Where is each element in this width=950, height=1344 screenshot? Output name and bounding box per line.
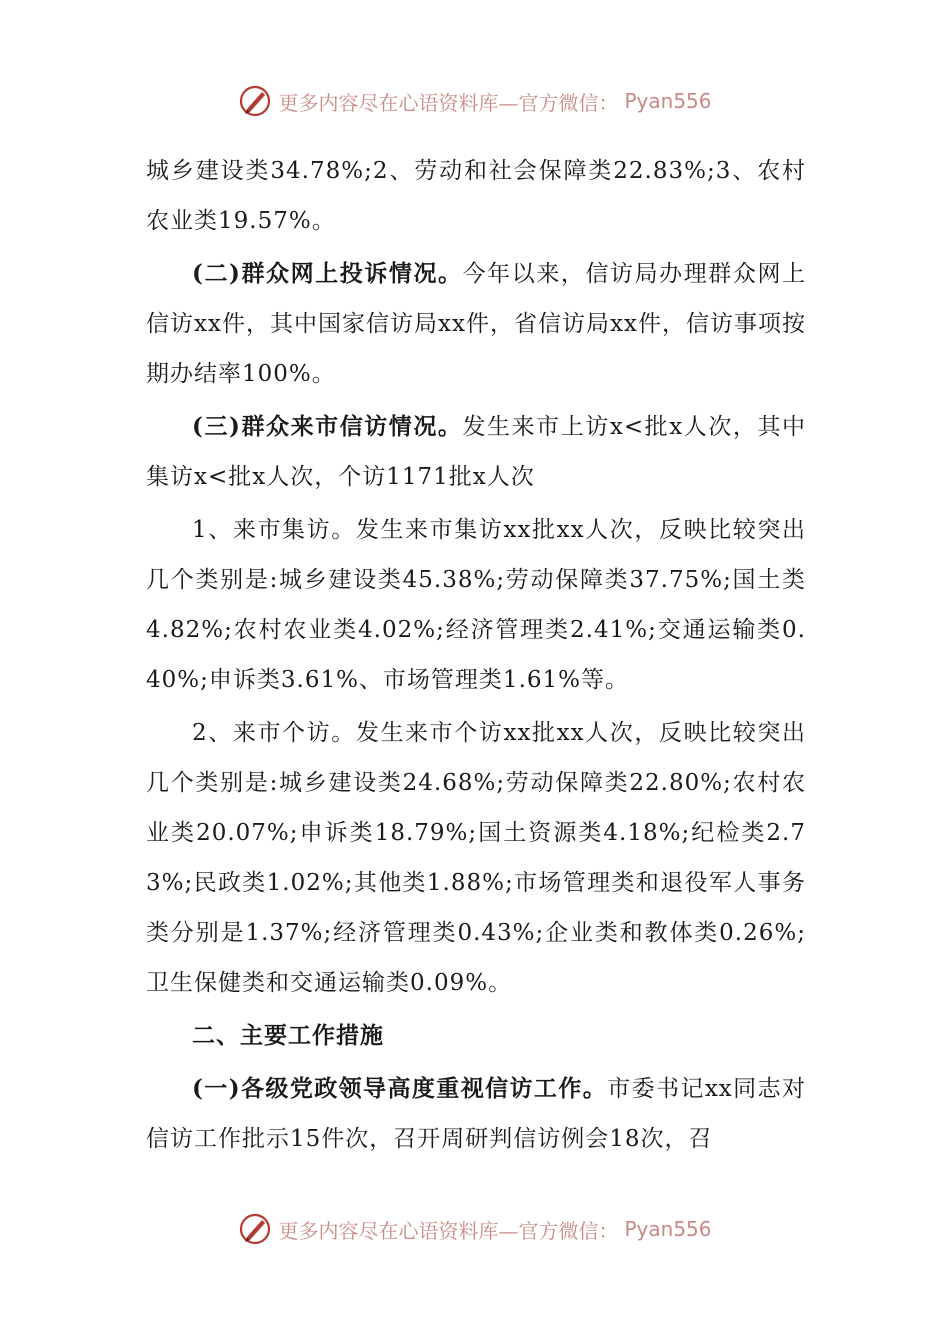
paragraph-4: 1、来市集访。发生来市集访xx批xx人次，反映比较突出几个类别是:城乡建设类45.38%;劳动保障类37.75%;国土类4.82%;农村农业类4.02%;经济管理类2.41%;交通运输类0.40%;申诉类3.61%、市场管理类1.61%等。 xyxy=(146,517,806,693)
document-body xyxy=(146,146,806,1167)
paragraph-6 xyxy=(146,1011,806,1061)
header-watermark xyxy=(0,84,950,118)
footer-watermark xyxy=(0,1212,950,1246)
paragraph-1: 城乡建设类34.78%;2、劳动和社会保障类22.83%;3、农村农业类19.57%。 xyxy=(146,158,806,234)
section-heading: (一)各级党政领导高度重视信访工作。 xyxy=(192,1075,608,1102)
watermark-wechat-id: Pyan556 xyxy=(624,89,712,113)
paragraph-2: (二)群众网上投诉情况。今年以来，信访局办理群众网上信访xx件，其中国家信访局xx件，省信访局xx件，信访事项按期办结率100%。 xyxy=(146,260,807,387)
watermark-text: 更多内容尽在心语资料库—官方微信： xyxy=(278,1218,619,1243)
paragraph-7: (一)各级党政领导高度重视信访工作。市委书记xx同志对信访工作批示15件次，召开周研判信访例会18次，召 xyxy=(146,1075,806,1152)
paragraph-5: 2、来市个访。发生来市个访xx批xx人次，反映比较突出几个类别是:城乡建设类24.68%;劳动保障类22.80%;农村农业类20.07%;申诉类18.79%;国土资源类4.18%;纪检类2.73%;民政类1.02%;其他类1.88%;市场管理类和退役军人事务类分别是1.37%;经济管理类0.43%;企业类和教体类0.26%;卫生保健类和交通运输类0.09%。 xyxy=(146,720,806,996)
paragraph-3: (三)群众来市信访情况。发生来市上访x<批x人次，其中集访x<批x人次，个访1171批x人次 xyxy=(146,413,807,490)
section-heading: (二)群众网上投诉情况。 xyxy=(192,260,463,287)
watermark-text: 更多内容尽在心语资料库—官方微信： xyxy=(278,90,619,115)
pen-logo-icon xyxy=(238,84,272,118)
pen-logo-icon xyxy=(238,1212,272,1246)
watermark-wechat-id: Pyan556 xyxy=(624,1217,712,1241)
section-heading: (三)群众来市信访情况。 xyxy=(192,413,463,440)
section-heading: 二、主要工作措施 xyxy=(192,1022,384,1049)
